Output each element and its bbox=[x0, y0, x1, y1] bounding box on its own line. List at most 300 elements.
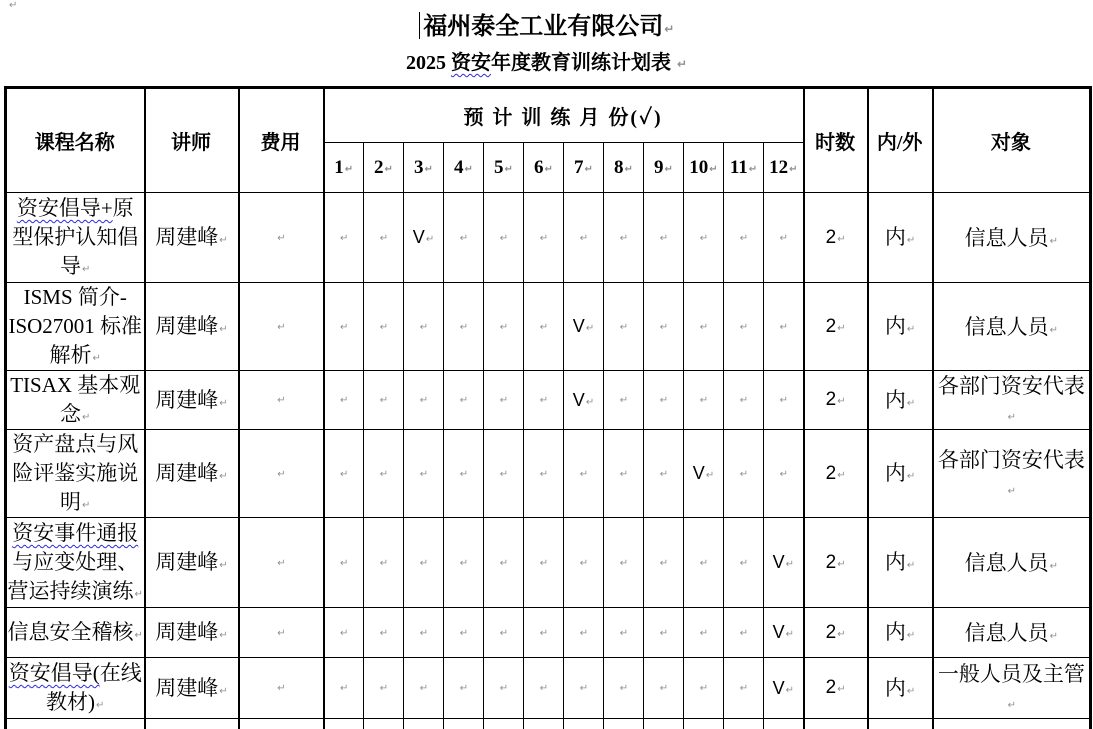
eol-mark: ↵ bbox=[739, 395, 749, 406]
eol-mark: ↵ bbox=[340, 395, 349, 406]
month-cell-10 bbox=[684, 658, 724, 719]
month-cell-9 bbox=[644, 658, 684, 719]
course-name: 与应变处理、营运持续演练 bbox=[7, 550, 139, 603]
eol-mark: ↵ bbox=[739, 627, 749, 639]
month-cell-4 bbox=[444, 430, 484, 518]
month-cell-7 bbox=[564, 430, 604, 518]
eol-mark: ↵ bbox=[837, 684, 846, 695]
eol-mark: ↵ bbox=[837, 322, 846, 334]
check-mark: V bbox=[772, 622, 785, 642]
subtitle-rest: 年度教育训练计划表 bbox=[490, 52, 671, 74]
eol-mark: ↵ bbox=[499, 557, 509, 569]
course-cell bbox=[6, 719, 145, 729]
month-cell-3 bbox=[404, 193, 444, 283]
eol-mark: ↵ bbox=[659, 468, 669, 480]
month-cell-5 bbox=[484, 518, 524, 608]
eol-mark: ↵ bbox=[624, 163, 633, 175]
month-cell-5 bbox=[484, 658, 524, 719]
subtitle-squiggle-text: 资安 bbox=[450, 52, 491, 74]
inout-cell bbox=[868, 283, 933, 371]
course-cell bbox=[6, 371, 145, 430]
eol-mark: ↵ bbox=[82, 412, 91, 423]
hours-cell bbox=[804, 371, 868, 430]
month-cell-1 bbox=[324, 518, 364, 608]
month-number: 2 bbox=[374, 156, 384, 178]
month-cell-9 bbox=[644, 283, 684, 371]
month-cell-7 bbox=[564, 518, 604, 608]
eol-mark: ↵ bbox=[499, 627, 509, 639]
month-cell-5 bbox=[484, 430, 524, 518]
hours-value: 2 bbox=[825, 677, 837, 698]
inout-cell bbox=[868, 719, 933, 729]
inout-cell bbox=[868, 193, 933, 283]
table-row bbox=[6, 658, 1091, 719]
check-mark: V bbox=[572, 316, 585, 336]
check-mark: V bbox=[692, 463, 705, 483]
course-cell bbox=[6, 193, 145, 283]
eol-mark: ↵ bbox=[464, 163, 473, 175]
eol-mark: ↵ bbox=[906, 324, 916, 335]
hours-value: 2 bbox=[825, 462, 837, 484]
course-squiggle-text: 资安倡导+ bbox=[16, 196, 113, 220]
inout-value: 内 bbox=[884, 461, 906, 485]
month-cell-6 bbox=[524, 608, 564, 658]
month-cell-3 bbox=[404, 283, 444, 371]
table-header bbox=[6, 88, 1091, 193]
eol-mark: ↵ bbox=[785, 684, 794, 696]
month-cell-1 bbox=[324, 719, 364, 729]
eol-mark: ↵ bbox=[709, 163, 718, 175]
month-cell-4 bbox=[444, 518, 484, 608]
eol-mark: ↵ bbox=[1049, 560, 1059, 572]
header-hours: 时数 bbox=[804, 88, 868, 193]
course-cell bbox=[6, 283, 145, 371]
paragraph-mark: ↵ bbox=[676, 57, 688, 71]
eol-mark: ↵ bbox=[1007, 412, 1017, 423]
eol-mark: ↵ bbox=[739, 232, 749, 244]
eol-mark: ↵ bbox=[739, 468, 749, 480]
hours-cell bbox=[804, 193, 868, 283]
hours-cell bbox=[804, 719, 868, 729]
eol-mark: ↵ bbox=[459, 468, 469, 480]
audience-cell bbox=[933, 193, 1091, 283]
course-cell bbox=[6, 430, 145, 518]
month-cell-4 bbox=[444, 719, 484, 729]
document-title: 福州泰全工业有限公司 bbox=[423, 14, 664, 40]
month-cell-8 bbox=[604, 518, 644, 608]
header-month-11 bbox=[724, 143, 764, 193]
paragraph-mark: ↵ bbox=[664, 22, 675, 36]
eol-mark: ↵ bbox=[906, 560, 916, 571]
eol-mark: ↵ bbox=[82, 500, 91, 511]
eol-mark: ↵ bbox=[424, 163, 433, 175]
eol-mark: ↵ bbox=[92, 353, 101, 364]
month-cell-2 bbox=[364, 371, 404, 430]
month-cell-9 bbox=[644, 371, 684, 430]
eol-mark: ↵ bbox=[585, 396, 595, 408]
course-name: 信息安全稽核 bbox=[7, 620, 134, 644]
eol-mark: ↵ bbox=[748, 163, 758, 175]
document-title-line bbox=[0, 10, 1093, 44]
eol-mark: ↵ bbox=[699, 683, 709, 694]
eol-mark: ↵ bbox=[379, 321, 389, 333]
inout-cell bbox=[868, 658, 933, 719]
eol-mark: ↵ bbox=[340, 321, 349, 333]
eol-mark: ↵ bbox=[459, 557, 469, 569]
eol-mark: ↵ bbox=[837, 558, 846, 570]
audience-cell bbox=[933, 518, 1091, 608]
month-cell-7 bbox=[564, 608, 604, 658]
eol-mark: ↵ bbox=[499, 395, 509, 406]
eol-mark: ↵ bbox=[779, 232, 788, 244]
header-months-group: 预 计 训 练 月 份(✓) bbox=[324, 88, 804, 143]
eol-mark: ↵ bbox=[906, 235, 916, 246]
eol-mark: ↵ bbox=[659, 683, 669, 694]
month-cell-12 bbox=[764, 658, 804, 719]
eol-mark: ↵ bbox=[379, 627, 389, 639]
month-cell-5 bbox=[484, 193, 524, 283]
month-cell-6 bbox=[524, 430, 564, 518]
hours-cell bbox=[804, 283, 868, 371]
eol-mark: ↵ bbox=[659, 232, 669, 244]
month-cell-10 bbox=[684, 430, 724, 518]
eol-mark: ↵ bbox=[419, 683, 429, 694]
table-row bbox=[6, 193, 1091, 283]
eol-mark: ↵ bbox=[837, 469, 846, 481]
inout-value: 内 bbox=[884, 314, 906, 338]
audience-value: 信息人员 bbox=[964, 314, 1049, 339]
eol-mark: ↵ bbox=[379, 395, 389, 406]
month-cell-12 bbox=[764, 193, 804, 283]
month-cell-6 bbox=[524, 518, 564, 608]
header-inout: 内/外 bbox=[868, 88, 933, 193]
month-number: 6 bbox=[534, 156, 544, 178]
month-number: 9 bbox=[654, 156, 664, 178]
instructor-name: 周建峰 bbox=[155, 675, 219, 700]
audience-cell bbox=[933, 658, 1091, 719]
month-cell-2 bbox=[364, 719, 404, 729]
eol-mark: ↵ bbox=[384, 163, 393, 175]
month-cell-8 bbox=[604, 658, 644, 719]
eol-mark: ↵ bbox=[785, 559, 794, 570]
eol-mark: ↵ bbox=[699, 627, 709, 639]
month-number: 1 bbox=[334, 156, 344, 178]
eol-mark: ↵ bbox=[579, 232, 589, 244]
cost-cell bbox=[239, 193, 324, 283]
audience-value: 信息人员 bbox=[964, 225, 1049, 250]
eol-mark: ↵ bbox=[539, 321, 549, 333]
eol-mark: ↵ bbox=[906, 685, 916, 697]
header-cost: 费用 bbox=[239, 88, 324, 193]
eol-mark: ↵ bbox=[699, 232, 709, 244]
month-cell-11 bbox=[724, 371, 764, 430]
eol-mark: ↵ bbox=[277, 468, 286, 480]
eol-mark: ↵ bbox=[1007, 485, 1017, 497]
month-cell-7 bbox=[564, 658, 604, 719]
eol-mark: ↵ bbox=[579, 683, 589, 694]
month-cell-2 bbox=[364, 283, 404, 371]
course-name: 在线教材) bbox=[46, 661, 142, 714]
month-cell-6 bbox=[524, 371, 564, 430]
eol-mark: ↵ bbox=[1049, 324, 1059, 336]
eol-mark: ↵ bbox=[96, 700, 105, 711]
eol-mark: ↵ bbox=[619, 321, 629, 333]
eol-mark: ↵ bbox=[419, 627, 429, 639]
check-mark: V bbox=[572, 389, 585, 410]
header-audience: 对象 bbox=[933, 88, 1091, 193]
eol-mark: ↵ bbox=[906, 471, 916, 482]
eol-mark: ↵ bbox=[277, 683, 286, 694]
course-cell bbox=[6, 608, 145, 658]
inout-cell bbox=[868, 430, 933, 518]
month-cell-6 bbox=[524, 283, 564, 371]
month-cell-12 bbox=[764, 719, 804, 729]
eol-mark: ↵ bbox=[539, 232, 549, 244]
header-month-2 bbox=[364, 143, 404, 193]
month-cell-11 bbox=[724, 283, 764, 371]
eol-mark: ↵ bbox=[459, 321, 469, 333]
month-cell-11 bbox=[724, 608, 764, 658]
eol-mark: ↵ bbox=[419, 395, 429, 406]
month-cell-3 bbox=[404, 608, 444, 658]
month-cell-11 bbox=[724, 719, 764, 729]
check-mark: V bbox=[412, 227, 425, 247]
month-cell-6 bbox=[524, 719, 564, 729]
audience-value: 各部门资安代表 bbox=[937, 374, 1085, 398]
eol-mark: ↵ bbox=[539, 683, 549, 694]
eol-mark: ↵ bbox=[277, 627, 286, 639]
eol-mark: ↵ bbox=[1049, 235, 1059, 247]
cost-cell bbox=[239, 658, 324, 719]
eol-mark: ↵ bbox=[539, 557, 549, 569]
table-row bbox=[6, 283, 1091, 371]
eol-mark: ↵ bbox=[219, 630, 228, 641]
eol-mark: ↵ bbox=[277, 395, 286, 406]
month-cell-9 bbox=[644, 430, 684, 518]
eol-mark: ↵ bbox=[344, 163, 354, 175]
month-cell-12 bbox=[764, 283, 804, 371]
header-month-10 bbox=[684, 143, 724, 193]
course-cell bbox=[6, 518, 145, 608]
eol-mark: ↵ bbox=[739, 683, 749, 694]
hours-value: 2 bbox=[825, 389, 837, 410]
eol-mark: ↵ bbox=[379, 468, 389, 480]
eol-mark: ↵ bbox=[277, 321, 286, 333]
inout-value: 内 bbox=[884, 550, 906, 574]
instructor-name: 周建峰 bbox=[155, 387, 219, 412]
month-cell-12 bbox=[764, 518, 804, 608]
month-cell-12 bbox=[764, 430, 804, 518]
document-subtitle-line bbox=[0, 48, 1093, 78]
month-cell-11 bbox=[724, 518, 764, 608]
audience-value: 一般人员及主管 bbox=[937, 662, 1085, 686]
instructor-cell bbox=[145, 430, 239, 518]
month-cell-4 bbox=[444, 608, 484, 658]
inout-cell bbox=[868, 518, 933, 608]
month-number: 11 bbox=[729, 156, 748, 178]
header-month-9 bbox=[644, 143, 684, 193]
month-cell-12 bbox=[764, 371, 804, 430]
month-cell-2 bbox=[364, 193, 404, 283]
subtitle-year: 2025 bbox=[405, 52, 451, 74]
course-name: ISMS 简介-ISO27001 标准解析 bbox=[8, 285, 143, 367]
month-cell-1 bbox=[324, 658, 364, 719]
eol-mark: ↵ bbox=[906, 630, 916, 641]
header-course: 课程名称 bbox=[6, 88, 145, 193]
month-cell-4 bbox=[444, 283, 484, 371]
eol-mark: ↵ bbox=[579, 557, 589, 569]
month-number: 3 bbox=[414, 156, 424, 178]
month-cell-5 bbox=[484, 608, 524, 658]
month-cell-10 bbox=[684, 719, 724, 729]
audience-cell bbox=[933, 719, 1091, 729]
month-cell-5 bbox=[484, 371, 524, 430]
eol-mark: ↵ bbox=[459, 232, 469, 244]
eol-mark: ↵ bbox=[619, 627, 629, 639]
instructor-cell bbox=[145, 283, 239, 371]
eol-mark: ↵ bbox=[906, 397, 916, 409]
eol-mark: ↵ bbox=[82, 264, 91, 275]
table-row bbox=[6, 371, 1091, 430]
header-month-1 bbox=[324, 143, 364, 193]
month-cell-8 bbox=[604, 430, 644, 518]
audience-cell bbox=[933, 283, 1091, 371]
eol-mark: ↵ bbox=[664, 163, 673, 175]
month-cell-7 bbox=[564, 371, 604, 430]
audience-value: 各部门资安代表 bbox=[937, 447, 1085, 472]
instructor-cell bbox=[145, 193, 239, 283]
month-cell-4 bbox=[444, 658, 484, 719]
month-cell-11 bbox=[724, 658, 764, 719]
month-number: 4 bbox=[454, 156, 464, 178]
month-cell-2 bbox=[364, 430, 404, 518]
hours-cell bbox=[804, 658, 868, 719]
month-cell-5 bbox=[484, 283, 524, 371]
inout-value: 内 bbox=[884, 225, 906, 249]
header-month-8 bbox=[604, 143, 644, 193]
month-cell-3 bbox=[404, 518, 444, 608]
month-cell-9 bbox=[644, 608, 684, 658]
instructor-cell bbox=[145, 518, 239, 608]
eol-mark: ↵ bbox=[379, 557, 389, 569]
eol-mark: ↵ bbox=[419, 321, 429, 333]
eol-mark: ↵ bbox=[459, 683, 469, 694]
month-cell-1 bbox=[324, 193, 364, 283]
month-number: 10 bbox=[689, 156, 709, 178]
hours-cell bbox=[804, 608, 868, 658]
eol-mark: ↵ bbox=[219, 397, 228, 409]
check-mark: V bbox=[772, 552, 785, 572]
month-cell-3 bbox=[404, 719, 444, 729]
month-cell-9 bbox=[644, 193, 684, 283]
hours-value: 2 bbox=[825, 621, 837, 643]
month-cell-9 bbox=[644, 719, 684, 729]
audience-cell bbox=[933, 608, 1091, 658]
month-cell-8 bbox=[604, 193, 644, 283]
month-number: 5 bbox=[494, 156, 504, 178]
month-cell-11 bbox=[724, 193, 764, 283]
eol-mark: ↵ bbox=[585, 323, 595, 334]
eol-mark: ↵ bbox=[134, 630, 143, 641]
inout-cell bbox=[868, 608, 933, 658]
eol-mark: ↵ bbox=[419, 557, 429, 569]
month-cell-10 bbox=[684, 283, 724, 371]
month-cell-3 bbox=[404, 658, 444, 719]
month-cell-3 bbox=[404, 430, 444, 518]
eol-mark: ↵ bbox=[659, 321, 669, 333]
eol-mark: ↵ bbox=[584, 163, 593, 175]
eol-mark: ↵ bbox=[340, 627, 349, 639]
header-month-12 bbox=[764, 143, 804, 193]
eol-mark: ↵ bbox=[134, 589, 143, 600]
cost-cell bbox=[239, 608, 324, 658]
eol-mark: ↵ bbox=[699, 557, 709, 569]
eol-mark: ↵ bbox=[219, 235, 228, 246]
eol-mark: ↵ bbox=[785, 629, 794, 640]
cost-cell bbox=[239, 371, 324, 430]
instructor-name: 周建峰 bbox=[155, 620, 219, 644]
check-mark: V bbox=[772, 677, 785, 698]
eol-mark: ↵ bbox=[619, 557, 629, 569]
month-cell-8 bbox=[604, 371, 644, 430]
month-cell-1 bbox=[324, 430, 364, 518]
month-cell-10 bbox=[684, 608, 724, 658]
eol-mark: ↵ bbox=[499, 232, 509, 244]
month-cell-7 bbox=[564, 719, 604, 729]
eol-mark: ↵ bbox=[659, 557, 669, 569]
eol-mark: ↵ bbox=[425, 234, 435, 245]
eol-mark: ↵ bbox=[699, 395, 709, 406]
month-number: 8 bbox=[614, 156, 624, 178]
month-cell-4 bbox=[444, 371, 484, 430]
inout-value: 内 bbox=[884, 675, 906, 700]
paragraph-mark: ↵ bbox=[9, 0, 18, 11]
header-month-4 bbox=[444, 143, 484, 193]
course-cell bbox=[6, 658, 145, 719]
month-cell-7 bbox=[564, 283, 604, 371]
course-name: TISAX 基本观念 bbox=[10, 373, 141, 426]
month-cell-1 bbox=[324, 283, 364, 371]
header-month-5 bbox=[484, 143, 524, 193]
audience-value: 信息人员 bbox=[964, 550, 1049, 575]
eol-mark: ↵ bbox=[659, 395, 669, 406]
eol-mark: ↵ bbox=[739, 557, 749, 569]
audience-value: 信息人员 bbox=[964, 620, 1049, 645]
eol-mark: ↵ bbox=[619, 232, 629, 244]
eol-mark: ↵ bbox=[539, 627, 549, 639]
eol-mark: ↵ bbox=[219, 324, 228, 335]
eol-mark: ↵ bbox=[837, 233, 846, 245]
eol-mark: ↵ bbox=[379, 232, 389, 244]
instructor-cell bbox=[145, 371, 239, 430]
month-cell-6 bbox=[524, 193, 564, 283]
eol-mark: ↵ bbox=[219, 685, 228, 697]
header-month-6 bbox=[524, 143, 564, 193]
eol-mark: ↵ bbox=[659, 627, 669, 639]
month-number: 7 bbox=[574, 156, 584, 178]
hours-cell bbox=[804, 518, 868, 608]
eol-mark: ↵ bbox=[837, 628, 846, 640]
month-cell-11 bbox=[724, 430, 764, 518]
course-name: 资产盘点与风险评鉴实施说明 bbox=[12, 432, 139, 514]
month-cell-2 bbox=[364, 658, 404, 719]
table-row-partial bbox=[6, 719, 1091, 729]
eol-mark: ↵ bbox=[779, 395, 788, 406]
month-cell-8 bbox=[604, 283, 644, 371]
eol-mark: ↵ bbox=[277, 557, 286, 569]
eol-mark: ↵ bbox=[739, 321, 749, 333]
eol-mark: ↵ bbox=[699, 321, 709, 333]
